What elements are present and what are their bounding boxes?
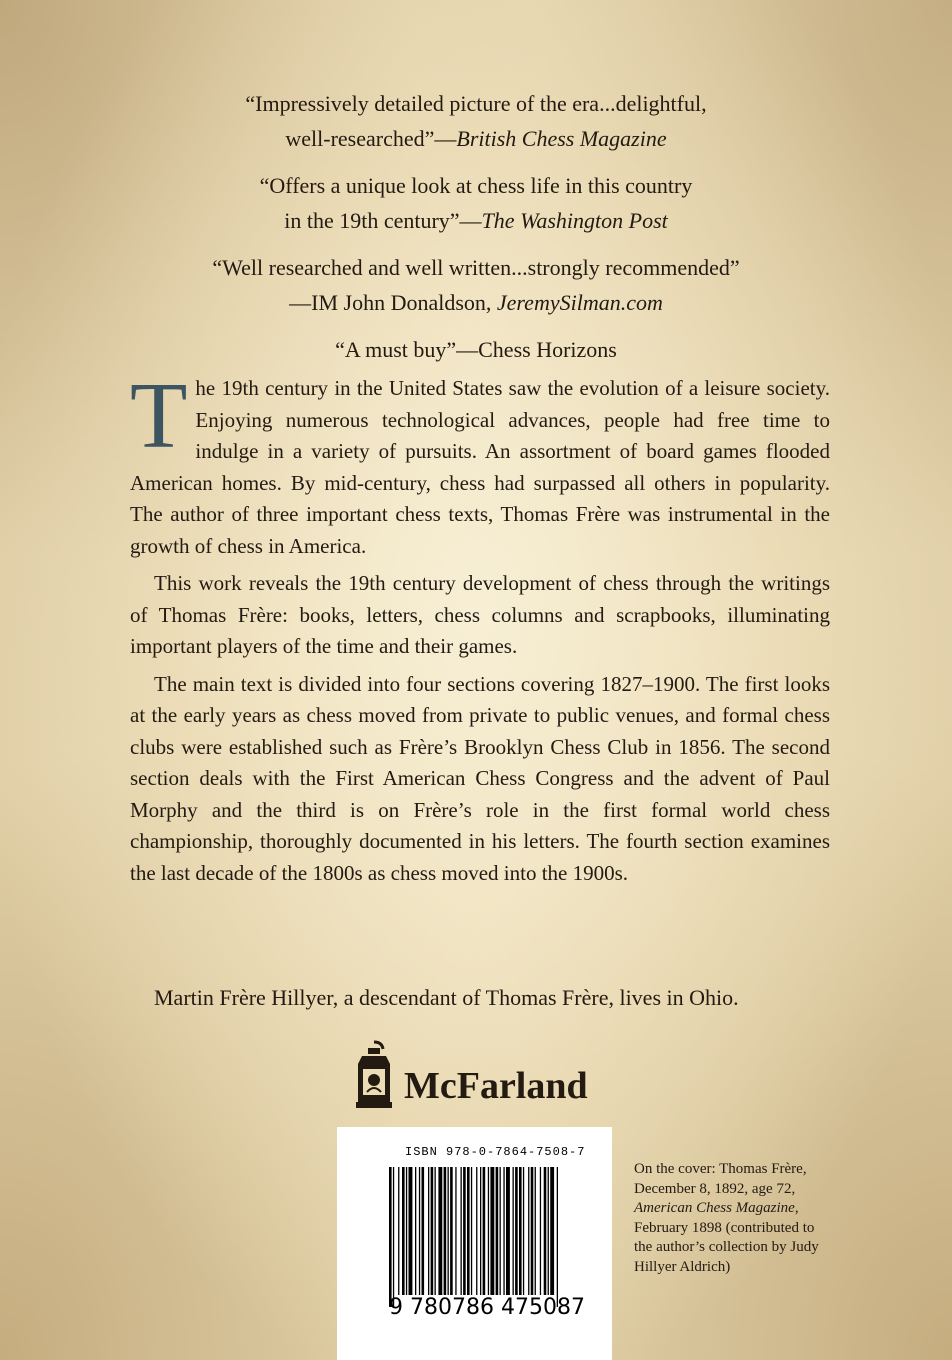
- barcode-bar: [448, 1167, 449, 1295]
- barcode-bar: [480, 1167, 481, 1295]
- barcode-bar: [488, 1167, 489, 1295]
- barcode-bar: [463, 1167, 466, 1295]
- barcode-bar: [435, 1167, 436, 1295]
- barcode-bar: [544, 1167, 547, 1295]
- drop-cap: T: [130, 364, 188, 468]
- barcode-bar: [450, 1167, 453, 1295]
- quote-washington-post: “Offers a unique look at chess life in this country in the 19th century”—The Washington Post: [259, 173, 693, 233]
- barcode-bar: [455, 1167, 456, 1295]
- barcode-bar: [419, 1167, 420, 1295]
- barcode-bar: [535, 1167, 536, 1295]
- barcode-bar: [409, 1167, 413, 1295]
- review-quotes: [0, 86, 952, 379]
- quote-chess-horizons: “A must buy”—Chess Horizons: [335, 337, 617, 362]
- barcode-bar: [519, 1167, 522, 1295]
- description-paragraph: This work reveals the 19th century development of chess through the writings of Thomas Frère: books, letters, chess columns and scrapbooks, illuminating important players of the time and their games.: [130, 571, 830, 658]
- barcode-bar: [444, 1167, 447, 1295]
- caption-magazine: American Chess Magazine: [634, 1200, 795, 1216]
- barcode-bar: [422, 1167, 425, 1295]
- barcode-bar: [515, 1167, 518, 1295]
- cover-caption: On the cover: Thomas Frère, December 8, 1892, age 72, American Chess Magazine, February 1898 (contributed to the author’s collection by Judy Hillyer Aldrich): [634, 1161, 819, 1275]
- book-description: [130, 364, 830, 895]
- barcode-bar: [438, 1167, 442, 1295]
- barcode-bar: [531, 1167, 534, 1295]
- description-paragraph: The main text is divided into four sections covering 1827–1900. The first looks at the early years as chess moved from private to public venues, and formal chess clubs were established such as Frère’s Brooklyn Chess Club in 1856. The second section deals with the First American Chess Congress and the advent of Paul Morphy and the third is on Frère’s role in the first formal world chess championship, thoroughly documented in his letters. The fourth section examines the last decade of the 1800s as chess moved into the 1900s.: [130, 671, 830, 885]
- barcode-bar: [548, 1167, 549, 1295]
- barcode-bar: [389, 1167, 392, 1307]
- barcode-bar: [523, 1167, 524, 1295]
- author-bio: Martin Frère Hillyer, a descendant of Thomas Frère, lives in Ohio.: [154, 985, 739, 1010]
- barcode-bar: [513, 1167, 514, 1295]
- isbn-barcode: [337, 1127, 612, 1360]
- quote-source: JeremySilman.com: [496, 290, 663, 315]
- publisher-name: McFarland: [404, 1065, 588, 1107]
- barcode-bar: [550, 1167, 554, 1295]
- barcode-bar: [461, 1167, 462, 1295]
- barcode-bar: [557, 1167, 558, 1307]
- author-name: Martin Frère Hillyer: [154, 985, 333, 1010]
- barcode-bar: [428, 1167, 429, 1295]
- barcode-bar: [506, 1167, 510, 1295]
- barcode-bar: [393, 1167, 394, 1307]
- barcode-bar: [402, 1167, 405, 1295]
- barcode-digits: 9 780786 475087: [389, 1295, 585, 1320]
- barcode-bar: [398, 1167, 399, 1295]
- description-paragraph: The 19th century in the United States saw the evolution of a leisure society. Enjoying numerous technological advances, people had free time to indulge in a variety of pursuits. An assortment of board games flooded American homes. By mid-century, chess had surpassed all others in popularity. The author of three important chess texts, Thomas Frère was instrumental in the growth of chess in America.: [130, 364, 830, 558]
- barcode-bar: [496, 1167, 499, 1295]
- quote-source: British Chess Magazine: [456, 126, 667, 151]
- barcode-bar: [500, 1167, 501, 1295]
- publisher-logo: [352, 1040, 612, 1112]
- barcode-bar: [406, 1167, 407, 1295]
- barcode-bar: [540, 1167, 541, 1295]
- lantern-icon: [352, 1040, 400, 1112]
- quote-source: The Washington Post: [481, 208, 668, 233]
- barcode-bar: [528, 1167, 529, 1295]
- isbn-label: ISBN 978-0-7864-7508-7: [405, 1145, 586, 1159]
- barcode-bar: [503, 1167, 504, 1295]
- barcode-bar: [431, 1167, 434, 1295]
- barcode-bar: [476, 1167, 477, 1295]
- quote-british-chess-magazine: “Impressively detailed picture of the era...delightful, well-researched”—British Chess Magazine: [245, 91, 707, 151]
- quote-john-donaldson: “Well researched and well written...strongly recommended” —IM John Donaldson, JeremySilman.com: [212, 255, 740, 315]
- barcode-bar: [415, 1167, 416, 1295]
- barcode-bar: [490, 1167, 494, 1295]
- barcode-bar: [483, 1167, 486, 1295]
- barcode-bars: [337, 1127, 612, 1360]
- barcode-bar: [467, 1167, 470, 1295]
- barcode-bar: [471, 1167, 472, 1295]
